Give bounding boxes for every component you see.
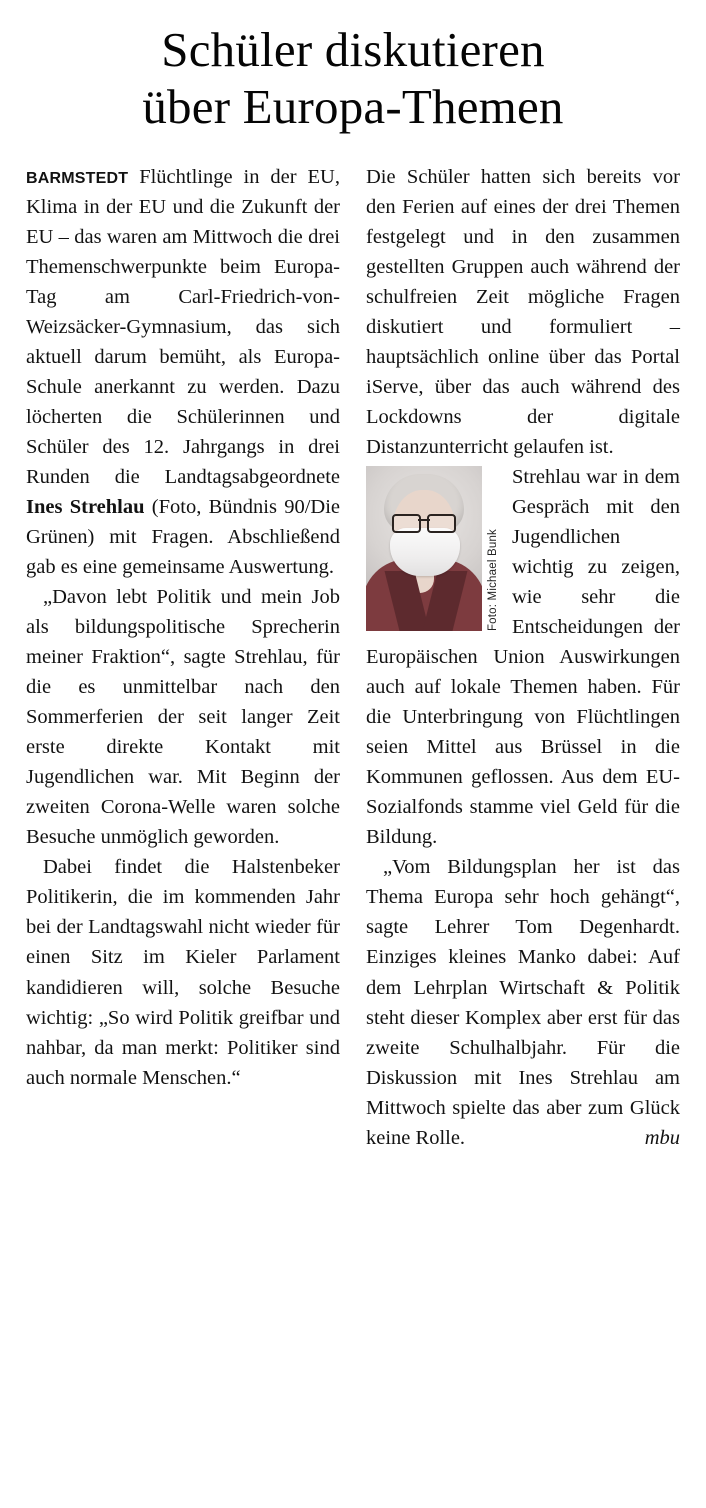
article-column-right	[366, 162, 680, 1153]
glasses-bridge	[392, 519, 456, 522]
glasses-icon	[392, 514, 456, 530]
lead-text-tail: (Foto, Bündnis 90/Die Grünen) mit Fragen. Abschließend gab es eine gemeinsame Auswertung.	[26, 496, 340, 579]
photo-credit-text: Foto: Michael Bunk	[486, 528, 499, 631]
article-columns	[26, 162, 680, 1153]
author-signoff: mbu	[644, 1126, 680, 1149]
lead-text: Flüchtlinge in der EU, Klima in der EU und die Zukunft der EU – das waren am Mittwoch die drei Themenschwerpunkte beim Europa-Tag am Carl-Friedrich-von-Weizsäcker-Gymnasium, das sich aktuell darum bemüht, als Europa-Schule anerkannt zu werden. Dazu löcherten die Schülerinnen und Schüler des 12. Jahrgangs in drei Runden die Landtagsabgeordnete	[26, 165, 340, 488]
face-mask-icon	[390, 528, 460, 576]
page-title	[26, 22, 680, 136]
paragraph: Dabei findet die Halstenbeker Politikerin, die im kommenden Jahr bei der Landtagswahl nicht wieder für einen Sitz im Kieler Parlament kandidieren will, solche Besuche wichtig: „So wird Politik greifbar und nahbar, da man merkt: Politiker sind auch normale Menschen.“	[26, 856, 340, 1089]
article-column-left	[26, 162, 340, 1093]
paragraph: „Davon lebt Politik und mein Job als bildungspolitische Sprecherin meiner Fraktion“, sagte Strehlau, für die es unmittelbar nach den Sommerferien der seit langer Zeit erste direkte Kontakt mit Jugendlichen war. Mit Beginn der zweiten Corona-Welle waren solche Besuche unmöglich geworden.	[26, 586, 340, 849]
photo-credit	[484, 466, 502, 631]
portrait-photo	[366, 466, 482, 631]
dateline: BARMSTEDT	[26, 169, 129, 187]
article-photo-block	[366, 466, 502, 631]
person-name: Ines Strehlau	[26, 496, 145, 518]
headline-line-2: über Europa-Themen	[142, 78, 564, 134]
paragraph	[366, 852, 680, 1152]
paragraph: Strehlau war in dem Gespräch mit den Jugendlichen wichtig zu zeigen, wie sehr die Entscheidungen der Europäischen Union Auswirkungen auch auf lokale Themen haben. Für die Unterbringung von Flüchtlingen seien Mittel aus Brüssel in die Kommunen geflossen. Aus dem EU-Sozialfonds stamme viel Geld für die Bildung.	[366, 465, 680, 849]
paragraph-lead	[26, 162, 340, 582]
paragraph: Die Schüler hatten sich bereits vor den Ferien auf eines der drei Themen festgelegt und in den zusammen gestellten Gruppen auch während der schulfreien Zeit mögliche Fragen diskutiert und formuliert – hauptsächlich online über das Portal iServe, über das auch während des Lockdowns der digitale Distanzunterricht gelaufen ist.	[366, 165, 680, 458]
paragraph-text: „Vom Bildungsplan her ist das Thema Europa sehr hoch gehängt“, sagte Lehrer Tom Degenhardt. Einziges kleines Manko dabei: Auf dem Lehrplan Wirtschaft & Politik steht dieser Komplex aber erst für das zweite Schulhalbjahr. Für die Diskussion mit Ines Strehlau am Mittwoch spielte das aber zum Glück keine Rolle.	[366, 856, 680, 1149]
headline-line-1: Schüler diskutieren	[161, 22, 545, 77]
